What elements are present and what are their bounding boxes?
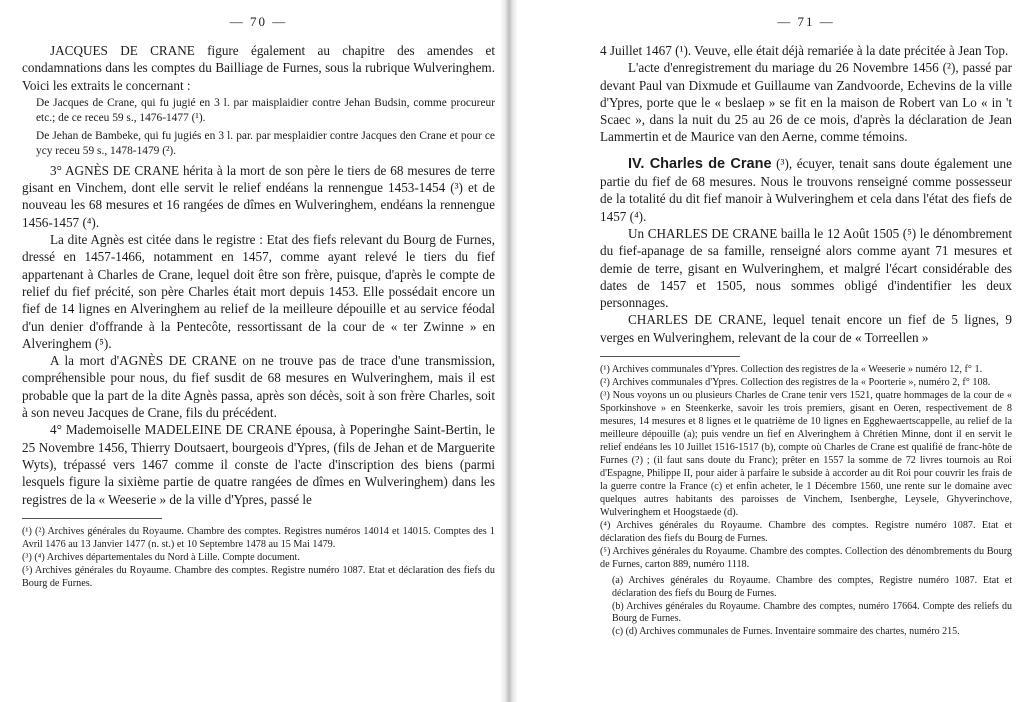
footnote: (²) Archives communales d'Ypres. Collection des registres de la « Poorterie », numéro 2, f° 108. [600, 377, 991, 389]
left-page [0, 0, 505, 702]
section-text: (³), écuyer, tenait sans doute également une partie du fief de 68 mesures. Nous le trouvons renseigné comme possesseur de la totalité du dit fief manoir à Wulveringhem et cela dans l'état des fiefs de 1457 (⁴). [600, 155, 1012, 224]
footnote: (³) (⁴) Archives départementales du Nord à Lille. Compte document. [22, 551, 300, 563]
quoted-extract: De Jehan de Bambeke, qui fu jugiés en 3 l. par. par mesplaidier contre Jacques den Crane et pour ce ycy receu 59 s., 1478-1479 (²). [36, 129, 495, 158]
section-heading: IV. Charles de Crane [628, 155, 772, 172]
paragraph: CHARLES DE CRANE, lequel tenait encore un fief de 5 lignes, 9 verges en Wulveringhem, relevant de la cour de « Torreellen » [600, 312, 1012, 345]
footnote-sub: (a) Archives générales du Royaume. Chambre des comptes, Registre numéro 1087. Etat et déclaration des fiefs du Bourg de Furnes. [612, 575, 1012, 599]
footnote: (¹) (²) Archives générales du Royaume. Chambre des comptes. Registres numéros 14014 et 14015. Comptes des 1 Avril 1476 au 13 Janvier 1477 (n. st.) et 10 Septembre 1478 au 15 Mai 1479. [22, 525, 495, 550]
paragraph: L'acte d'enregistrement du mariage du 26 Novembre 1456 (²), passé par devant Paul van Dixmude et Guillaume van Zandvoorde, Echevins de la ville d'Ypres, porte que le « beslaep » se fit en la maison de Robert van Lo « in 't Scaec », dans la nuit du 25 au 26 de ce mois, d'après la déclaration de Jean Lammertin et de Maurice van den Aerne, comme témoins. [600, 60, 1012, 145]
footnote-sub: (c) (d) Archives communales de Furnes. Inventaire sommaire des chartes, numéro 215. [612, 626, 960, 638]
footnote: (¹) Archives communales d'Ypres. Collection des registres de la « Weeserie » numéro 12, f° 1. [600, 364, 983, 376]
paragraph: JACQUES DE CRANE figure également au chapitre des amendes et condamnations dans les comptes du Bailliage de Furnes, sous la rubrique Wulveringhem. Voici les extraits le concernant : [22, 43, 495, 93]
footnote: (⁵) Archives générales du Royaume. Chambre des comptes. Collection des dénombrements du Bourg de Furnes, carton 889, numéro 1118. [600, 546, 1012, 571]
page-number: — 71 — [777, 14, 835, 29]
quoted-extract: De Jacques de Crane, qui fu jugié en 3 l. par maisplaidier contre Jehan Budsin, comme procureur etc.; de ce receu 59 s., 1476-1477 (¹). [36, 96, 495, 125]
section-paragraph [600, 155, 1012, 225]
paragraph: 3° AGNÈS DE CRANE hérita à la mort de son père le tiers de 68 mesures de terre gisant en Vinchem, dont elle servit le relief endéans la rennengue 1453-1454 (³) et de nouveau les 68 mesures et 16 rangées de dîmes en Wulveringhem, endéans la rennengue 1456-1457 (⁴). [22, 162, 495, 230]
footnote-divider [600, 356, 740, 357]
paragraph: La dite Agnès est citée dans le registre : Etat des fiefs relevant du Bourg de Furnes, dressé en 1457-1466, notamment en 1457, comme ayant relevé le tiers du fief appartenant à Charles de Crane, lequel doit être son frère, puisque, d'après le compte de relief du fief précité, son père Charles était mort depuis 1453. Elle possédait encore un fief de 14 lignes en Alveringhem au relief de la meilleure dépouille et au service féodal d'un denier d'offrande à la Pentecôte, ressortissant de la cour de « ter Zwinne » en Alveringhem (⁵). [22, 232, 495, 351]
footnote-sub: (b) Archives générales du Royaume. Chambre des comptes, numéro 17664. Compte des reliefs du Bourg de Furnes. [612, 600, 1012, 625]
right-page [512, 0, 1024, 702]
paragraph: A la mort d'AGNÈS DE CRANE on ne trouve pas de trace d'une transmission, compréhensible pour nous, du fief susdit de 68 mesures en Wulveringhem, mais il est probable que la part de la dite Agnès passa, après son décès, soit à son frère Charles, soit à son neveu Jacques de Crane, fils du précédent. [22, 353, 495, 421]
paragraph: Un CHARLES DE CRANE bailla le 12 Août 1505 (⁵) le dénombrement du fief-apanage de sa famille, renseigné alors comme ayant 71 mesures et demie de terre, gisant en Wulveringhem, et malgré l'écart considérable des dates de 1457 et 1505, nous sommes obligé d'indentifier les deux personnages. [600, 225, 1012, 311]
paragraph: 4 Juillet 1467 (¹). Veuve, elle était déjà remariée à la date précitée à Jean Top. [600, 43, 1009, 58]
page-number: — 70 — [229, 14, 288, 29]
footnote: (⁴) Archives générales du Royaume. Chambre des comptes. Registre numéro 1087. Etat et déclaration des fiefs du Bourg de Furnes. [600, 520, 1012, 545]
paragraph: 4° Mademoiselle MADELEINE DE CRANE épousa, à Poperinghe Saint-Bertin, le 25 Novembre 1456, Thierry Doutsaert, bourgeois d'Ypres, (fils de Jehan et de Marguerite Wyts), trépassé vers 1467 comme il conste de l'acte d'inscription des biens (parmi lesquels figure la sixième partie de quatre rangées de dîmes en Wulveringhem) dans les registres de la « Weeserie » de la ville d'Ypres, passé le [22, 422, 495, 507]
footnote-divider [22, 518, 162, 519]
footnote: (³) Nous voyons un ou plusieurs Charles de Crane tenir vers 1521, quatre hommages de la cour de « Sporkinshove » en Steenkerke, savoir les trois premiers, gisant en Oeren, respectivement de 8 mesures, 14 mesures et 8 lignes et le quatrième de 10 lignes en Egghewaertscappelle, au relief de la meilleure dépouille (a); puis vendre un fief en Alveringhem à Chrétien Minne, dont il en servit le relief endéans les 10 Juillet 1516-1517 (b), compte où Charles de Crane est qualifié de franc-hôte de Furnes (?) ; (il faut sans doute du Franc); prêter en 1557 la somme de 72 livres tournois au Roi d'Espagne, Philippe II, pour aider à parfaire le subside à accorder au dit Roi pour couvrir les frais de la guerre contre la France (c) et enfin acheter, le 1 Décembre 1560, une rente sur le domaine avec quelques autres habitants des paroisses de Vinchem, Isenberghe, Leysele, Ghyverinchove, Wulveringhem et Hoogstaede (d). [600, 390, 1012, 519]
footnote: (⁵) Archives générales du Royaume. Chambre des comptes. Registre numéro 1087. Etat et déclaration des fiefs du Bourg de Furnes. [22, 564, 495, 589]
